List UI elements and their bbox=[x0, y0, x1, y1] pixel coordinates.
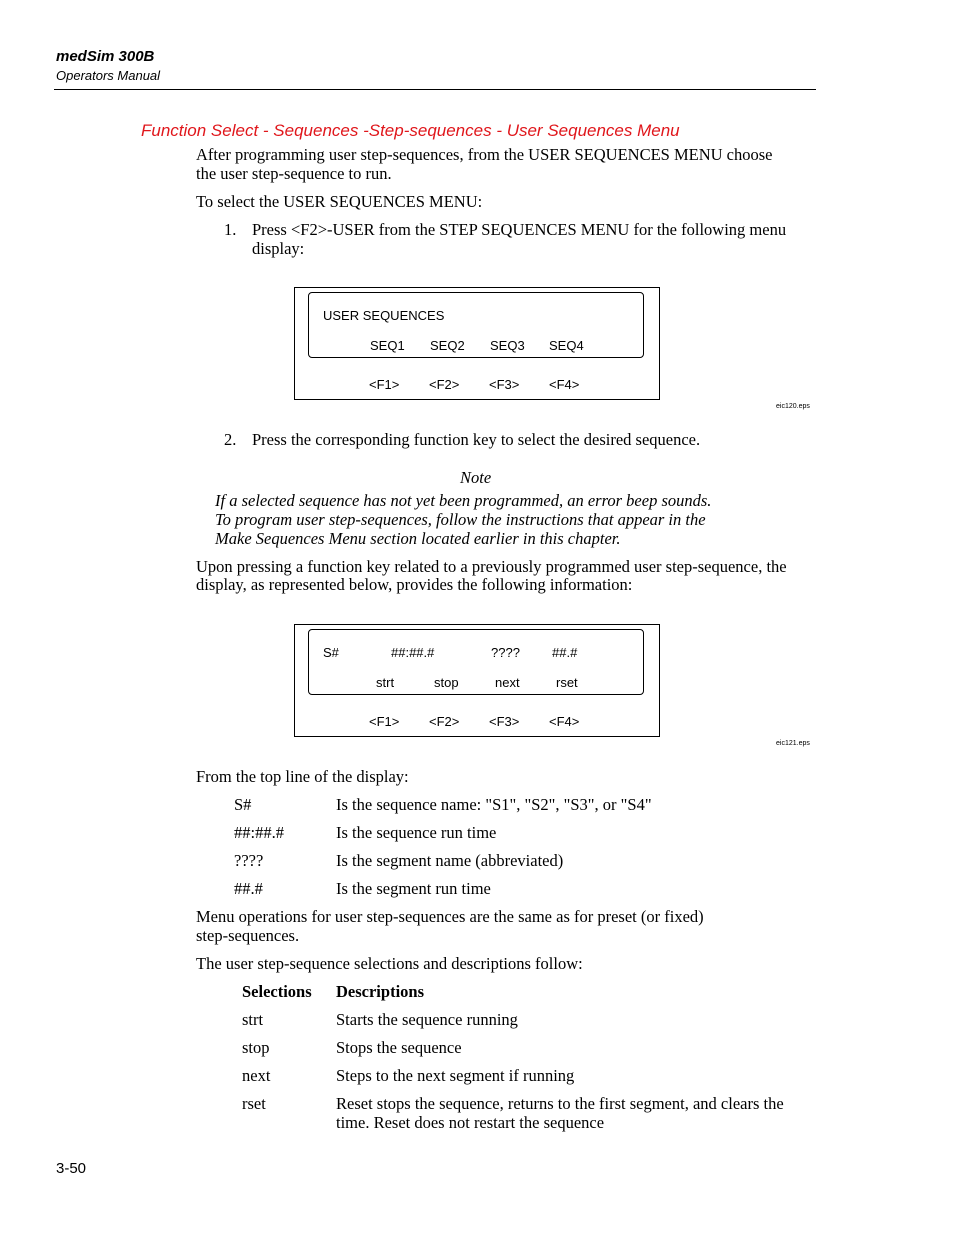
def-description: Is the segment name (abbreviated) bbox=[336, 851, 564, 870]
function-key-f1: <F1> bbox=[369, 377, 400, 392]
page-number: 3-50 bbox=[56, 1160, 87, 1177]
after-note-line-1: Upon pressing a function key related to a previously programmed user step-sequence, the bbox=[196, 557, 787, 576]
section-heading: Function Select - Sequences -Step-sequences - User Sequences Menu bbox=[141, 121, 680, 140]
table-header-descriptions: Descriptions bbox=[336, 982, 424, 1001]
note-line-1: If a selected sequence has not yet been programmed, an error beep sounds. bbox=[215, 491, 712, 510]
table-row-description-continued: time. Reset does not restart the sequence bbox=[336, 1113, 605, 1132]
top-line-intro: From the top line of the display: bbox=[196, 767, 409, 786]
function-key-f3: <F3> bbox=[489, 714, 520, 729]
lcd-option-seq4: SEQ4 bbox=[549, 338, 584, 353]
after-note-line-2: display, as represented below, provides the following information: bbox=[196, 575, 633, 594]
lcd-sequence-time: ##:##.# bbox=[391, 645, 435, 660]
selections-intro: The user step-sequence selections and descriptions follow: bbox=[196, 954, 583, 973]
step-1-line-1: Press <F2>-USER from the STEP SEQUENCES MENU for the following menu bbox=[252, 220, 787, 239]
manual-subtitle: Operators Manual bbox=[56, 68, 161, 83]
manual-title: medSim 300B bbox=[56, 48, 155, 65]
step-1-line-2: display: bbox=[252, 239, 305, 258]
figure-ref-2: eic121.eps bbox=[776, 740, 810, 747]
lcd-screen bbox=[308, 629, 644, 695]
lcd-segment-time: ##.# bbox=[552, 645, 578, 660]
table-row-selection: strt bbox=[242, 1010, 264, 1029]
lcd-option-next: next bbox=[495, 675, 520, 690]
lcd-option-strt: strt bbox=[376, 675, 395, 690]
table-row-description: Reset stops the sequence, returns to the first segment, and clears the bbox=[336, 1094, 784, 1113]
select-menu-label: To select the USER SEQUENCES MENU: bbox=[196, 192, 483, 211]
menu-ops-line-1: Menu operations for user step-sequences are the same as for preset (or fixed) bbox=[196, 907, 704, 926]
table-row-selection: next bbox=[242, 1066, 271, 1085]
def-term: S# bbox=[234, 795, 252, 814]
intro-line-2: the user step-sequence to run. bbox=[196, 164, 392, 183]
lcd-option-stop: stop bbox=[434, 675, 459, 690]
table-row-selection: rset bbox=[242, 1094, 266, 1113]
table-row-description: Stops the sequence bbox=[336, 1038, 462, 1057]
lcd-option-seq2: SEQ2 bbox=[430, 338, 465, 353]
table-row-selection: stop bbox=[242, 1038, 270, 1057]
function-key-f3: <F3> bbox=[489, 377, 520, 392]
lcd-sequence-name: S# bbox=[323, 645, 339, 660]
def-description: Is the sequence name: "S1", "S2", "S3", or "S4" bbox=[336, 795, 652, 814]
note-heading: Note bbox=[460, 468, 492, 487]
step-1-number: 1. bbox=[224, 220, 237, 239]
intro-line-1: After programming user step-sequences, from the USER SEQUENCES MENU choose bbox=[196, 145, 773, 164]
step-2-line-1: Press the corresponding function key to select the desired sequence. bbox=[252, 430, 701, 449]
lcd-screen bbox=[308, 292, 644, 358]
function-key-f2: <F2> bbox=[429, 714, 460, 729]
lcd-title: USER SEQUENCES bbox=[323, 308, 445, 323]
step-2-number: 2. bbox=[224, 430, 237, 449]
header-rule bbox=[54, 89, 816, 90]
table-row-description: Steps to the next segment if running bbox=[336, 1066, 575, 1085]
function-key-f4: <F4> bbox=[549, 714, 580, 729]
menu-ops-line-2: step-sequences. bbox=[196, 926, 300, 945]
def-term: ##:##.# bbox=[234, 823, 284, 842]
def-term: ##.# bbox=[234, 879, 263, 898]
table-row-description: Starts the sequence running bbox=[336, 1010, 518, 1029]
function-key-f2: <F2> bbox=[429, 377, 460, 392]
note-line-3: Make Sequences Menu section located earlier in this chapter. bbox=[215, 529, 621, 548]
lcd-segment-name: ???? bbox=[491, 645, 520, 660]
lcd-option-seq3: SEQ3 bbox=[490, 338, 525, 353]
table-header-selections: Selections bbox=[242, 982, 312, 1001]
lcd-display-user-sequences bbox=[294, 287, 660, 400]
lcd-option-rset: rset bbox=[556, 675, 578, 690]
figure-ref-1: eic120.eps bbox=[776, 403, 810, 410]
note-line-2: To program user step-sequences, follow the instructions that appear in the bbox=[215, 510, 706, 529]
lcd-display-running-sequence bbox=[294, 624, 660, 737]
lcd-option-seq1: SEQ1 bbox=[370, 338, 405, 353]
def-term: ???? bbox=[234, 851, 264, 870]
def-description: Is the segment run time bbox=[336, 879, 491, 898]
function-key-f4: <F4> bbox=[549, 377, 580, 392]
def-description: Is the sequence run time bbox=[336, 823, 497, 842]
function-key-f1: <F1> bbox=[369, 714, 400, 729]
